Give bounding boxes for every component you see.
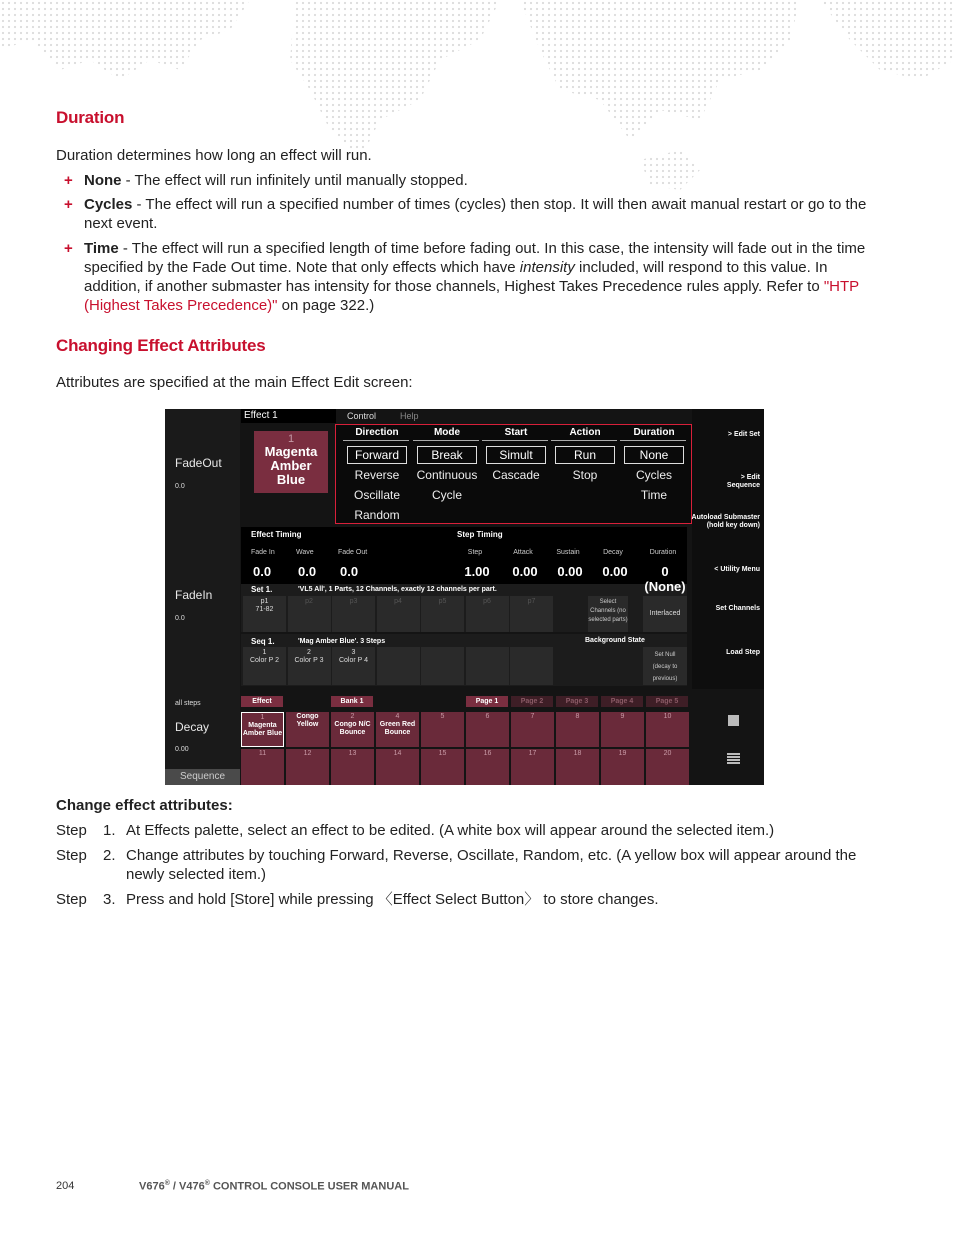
option-time[interactable]: Time [640, 488, 668, 502]
palette-cell-number: 7 [530, 713, 535, 720]
option-selected-none[interactable]: None [624, 446, 684, 464]
option-cycles[interactable]: Cycles [635, 468, 672, 482]
step-label: Step [56, 891, 87, 908]
timing-value[interactable]: 0.0 [340, 564, 359, 579]
bullet-text: - The effect will run a specified number of times (cycles) then stop. It will then await manual restart or go to the next event. [84, 196, 867, 232]
timing-value[interactable]: 0.00 [512, 564, 538, 579]
timing-value[interactable]: 0.0 [298, 564, 317, 579]
option-cascade[interactable]: Cascade [492, 468, 540, 482]
step-1 [56, 821, 876, 840]
palette-cell-number: 14 [393, 750, 402, 757]
manual-title-part: V676 [139, 1180, 165, 1193]
palette-cell-name: Magenta Amber Blue [242, 722, 283, 737]
tab-effect-palette[interactable]: Effect [241, 696, 283, 707]
timing-value[interactable]: 0.00 [602, 564, 628, 579]
palette-cell[interactable] [376, 712, 419, 747]
stop-square-icon[interactable] [728, 715, 739, 726]
edit-set-button[interactable]: > Edit Set [727, 431, 760, 438]
tab-effect[interactable]: Effect 1 [241, 409, 336, 423]
option-selected-run[interactable]: Run [555, 446, 615, 464]
effect-tile-line: Amber [270, 458, 312, 473]
step-text: At Effects palette, select an effect to be edited. (A white box will appear around the selected item.) [126, 822, 775, 839]
registered-mark: ® [204, 1180, 210, 1187]
timing-label: Attack [513, 549, 533, 556]
part-cell[interactable] [466, 596, 509, 632]
step-3 [56, 890, 876, 909]
autoload-button[interactable]: Autoload Submaster (hold key down) [691, 514, 760, 529]
palette-cell[interactable] [466, 749, 509, 785]
fadein-value: 0.0 [175, 615, 185, 622]
select-channels-button[interactable]: Select Channels (no selected parts) [588, 596, 628, 632]
palette-cell[interactable] [601, 749, 644, 785]
part-label: p3 [349, 598, 358, 605]
step-cell[interactable] [288, 647, 331, 685]
decay-label: Decay [175, 720, 210, 734]
option-cycle[interactable]: Cycle [431, 488, 462, 502]
step-number: 2 [307, 649, 311, 656]
option-selected-forward[interactable]: Forward [347, 446, 407, 464]
fadein-label: FadeIn [175, 588, 213, 602]
effect-tile[interactable] [254, 431, 328, 493]
tab-page-2[interactable]: Page 2 [511, 696, 553, 707]
timing-label: Fade Out [338, 549, 368, 556]
option-oscillate[interactable]: Oscillate [353, 488, 400, 502]
manual-title [139, 1180, 409, 1193]
palette-cell-number: 20 [663, 750, 672, 757]
step-name: Color P 2 [249, 657, 280, 664]
palette-cell-number: 15 [438, 750, 447, 757]
step-text: Change attributes by touching Forward, Reverse, Oscillate, Random, etc. (A yellow box will appear around the newly selected item.) [126, 847, 857, 883]
part-label: p5 [438, 598, 447, 605]
tab-control[interactable]: Control [347, 411, 377, 421]
step-cell[interactable] [466, 647, 509, 685]
palette-cell[interactable] [241, 749, 284, 785]
palette-cell-number: 16 [483, 750, 492, 757]
effect-edit-screen [165, 409, 764, 785]
palette-cell-number: 11 [258, 750, 267, 757]
step-label: Step [56, 822, 87, 839]
step-number: 1. [103, 822, 116, 839]
step-cell[interactable] [510, 647, 553, 685]
plus-icon: + [64, 240, 73, 257]
seq-title: Seq 1. [251, 637, 275, 646]
step-text: Press and hold [Store] while pressing 〈Effect Select Button〉 to store changes. [126, 891, 659, 908]
palette-cell[interactable] [556, 749, 599, 785]
option-selected-simult[interactable]: Simult [486, 446, 546, 464]
bullet-none [56, 171, 876, 190]
column-divider [343, 440, 409, 441]
column-header: Action [569, 427, 601, 438]
bullet-text: included, will respond to this value. In addition, if another submaster has intensity for those channels, Highest Takes Precedence rules apply. Refer to [84, 259, 828, 295]
timing-label: Fade In [251, 549, 275, 556]
interlaced-button[interactable]: Interlaced [643, 596, 687, 632]
part-range: 71-82 [255, 606, 274, 613]
palette-cell-name: Congo N/C Bounce [334, 721, 371, 736]
changing-heading: Changing Effect Attributes [56, 336, 266, 355]
registered-mark: ® [164, 1180, 170, 1187]
step-cell[interactable] [421, 647, 464, 685]
allsteps-label: all steps [175, 700, 201, 707]
background-state-title: Background State [585, 637, 645, 644]
load-step-button[interactable]: Load Step [726, 649, 760, 656]
part-cell[interactable] [288, 596, 331, 632]
timing-value[interactable]: 0 (None) [644, 564, 686, 594]
sequence-button[interactable]: Sequence [165, 769, 240, 785]
option-continuous[interactable]: Continuous [416, 468, 478, 482]
edit-sequence-button[interactable]: > Edit Sequence [726, 474, 760, 489]
term-cycles: Cycles [84, 196, 133, 213]
palette-cell-number: 8 [575, 713, 580, 720]
bullet-time [56, 239, 876, 315]
htp-link[interactable]: "HTP (Highest Takes Precedence)" [84, 278, 859, 314]
utility-menu-button[interactable]: < Utility Menu [714, 566, 760, 573]
term-none: None [84, 172, 122, 189]
step-number: 2. [103, 847, 116, 864]
bullet-text: - The effect will run infinitely until manually stopped. [121, 172, 468, 189]
duration-heading: Duration [56, 108, 125, 127]
list-menu-icon[interactable] [727, 753, 740, 765]
step-cell[interactable] [243, 647, 286, 685]
palette-cell[interactable] [241, 712, 284, 747]
palette-cell-number: 19 [618, 750, 627, 757]
step-name: Color P 4 [338, 657, 369, 664]
seq-desc: 'Mag Amber Blue'. 3 Steps [298, 638, 386, 645]
emphasis: intensity [519, 259, 575, 276]
plus-icon: + [64, 172, 73, 189]
column-header: Duration [633, 427, 675, 438]
part-label: p6 [483, 598, 491, 605]
palette-cell-number: 2 [350, 713, 355, 720]
palette-cell[interactable] [331, 712, 374, 747]
changing-intro: Attributes are specified at the main Effect Edit screen: [56, 374, 413, 391]
decay-value: 0.00 [175, 746, 189, 753]
tab-bank-1[interactable]: Bank 1 [331, 696, 373, 707]
manual-title-part: / V476 [169, 1180, 205, 1193]
bullet-text: - The effect will run a specified length of time before fading out. In this case, the intensity will fade out in the time specified by the Fade Out time. Note that only effects which have [84, 240, 866, 276]
timing-label: Sustain [556, 549, 580, 556]
palette-cell-number: 18 [573, 750, 582, 757]
timing-value[interactable]: 0.0 [253, 564, 272, 579]
set-desc: 'VL5 All', 1 Parts, 12 Channels, exactly 12 channels per part. [298, 586, 497, 593]
palette-cell[interactable] [421, 749, 464, 785]
plus-icon: + [64, 196, 73, 213]
palette-cell[interactable] [556, 712, 599, 747]
part-label: p1 [260, 598, 269, 605]
effect-tile-line: Magenta [264, 444, 318, 459]
palette-cell-number: 12 [303, 750, 312, 757]
tab-help[interactable]: Help [400, 411, 419, 421]
timing-value[interactable]: 1.00 [464, 564, 490, 579]
term-time: Time [84, 240, 119, 257]
set-channels-button[interactable]: Set Channels [715, 605, 760, 612]
palette-cell-number: 9 [620, 713, 625, 720]
tab-page-4[interactable]: Page 4 [601, 696, 643, 707]
manual-title-part: CONTROL CONSOLE USER MANUAL [209, 1180, 409, 1193]
timing-value[interactable]: 0.00 [557, 564, 583, 579]
effect-tile-number: 1 [287, 433, 295, 445]
column-divider [620, 440, 686, 441]
page-number: 204 [56, 1180, 75, 1192]
set-title: Set 1. [251, 585, 273, 594]
tab-page-5[interactable]: Page 5 [646, 696, 688, 707]
timing-label: Wave [296, 549, 314, 556]
palette-cell-name: Congo Yellow [296, 713, 319, 728]
timing-label: Duration [649, 549, 677, 556]
option-stop[interactable]: Stop [572, 468, 598, 482]
part-label: p2 [305, 598, 313, 605]
background-state-value[interactable]: Set Null (decay to previous) [643, 647, 687, 685]
step-label: Step [56, 847, 87, 864]
column-divider [551, 440, 617, 441]
part-cell[interactable] [377, 596, 420, 632]
palette-cell-name: Green Red Bounce [379, 721, 416, 736]
column-header: Start [504, 427, 528, 438]
palette-cell[interactable] [286, 712, 329, 747]
option-random[interactable]: Random [354, 508, 400, 522]
part-cell[interactable] [510, 596, 553, 632]
palette-cell-number: 5 [440, 713, 445, 720]
option-reverse[interactable]: Reverse [354, 468, 400, 482]
step-2 [56, 846, 876, 884]
step-cell[interactable] [332, 647, 375, 685]
palette-cell-number: 4 [395, 713, 400, 720]
part-label: p7 [527, 598, 536, 605]
part-cell[interactable] [243, 596, 286, 632]
right-panel [692, 409, 764, 689]
column-header: Mode [433, 427, 461, 438]
fadeout-label: FadeOut [175, 456, 222, 470]
palette-cell[interactable] [331, 749, 374, 785]
palette-cell[interactable] [286, 749, 329, 785]
timing-label: Decay [603, 549, 623, 556]
fadeout-value: 0.0 [175, 483, 185, 490]
timing-label: Step [467, 549, 483, 556]
column-header: Direction [355, 427, 399, 438]
part-cell[interactable] [421, 596, 464, 632]
step-number: 3 [351, 649, 356, 656]
palette-cell[interactable] [376, 749, 419, 785]
column-divider [482, 440, 548, 441]
palette-cell[interactable] [421, 712, 464, 747]
bullet-cycles [56, 195, 876, 233]
effect-tile-line: Blue [276, 472, 306, 487]
palette-cell[interactable] [511, 712, 554, 747]
step-number: 1 [262, 649, 267, 656]
bullet-text: on page 322.) [277, 297, 375, 314]
palette-cell-number: 10 [663, 713, 672, 720]
palette-cell[interactable] [646, 749, 689, 785]
column-divider [413, 440, 479, 441]
part-cell[interactable] [332, 596, 375, 632]
palette-cell-number: 6 [485, 713, 490, 720]
step-name: Color P 3 [294, 657, 324, 664]
procedure-heading: Change effect attributes: [56, 797, 233, 814]
palette-cell[interactable] [511, 749, 554, 785]
step-number: 3. [103, 891, 116, 908]
palette-cell[interactable] [466, 712, 509, 747]
tab-page-3[interactable]: Page 3 [556, 696, 598, 707]
part-label: p4 [394, 598, 402, 605]
step-cell[interactable] [377, 647, 420, 685]
duration-intro: Duration determines how long an effect will run. [56, 147, 372, 164]
tab-page-1[interactable]: Page 1 [466, 696, 508, 707]
option-selected-break[interactable]: Break [417, 446, 477, 464]
effect-timing-title: Effect Timing [251, 530, 302, 539]
palette-cell-number: 13 [348, 750, 357, 757]
palette-cell[interactable] [646, 712, 689, 747]
step-timing-title: Step Timing [457, 530, 503, 539]
palette-cell[interactable] [601, 712, 644, 747]
palette-cell-number: 1 [260, 714, 265, 721]
palette-cell-number: 17 [528, 750, 537, 757]
